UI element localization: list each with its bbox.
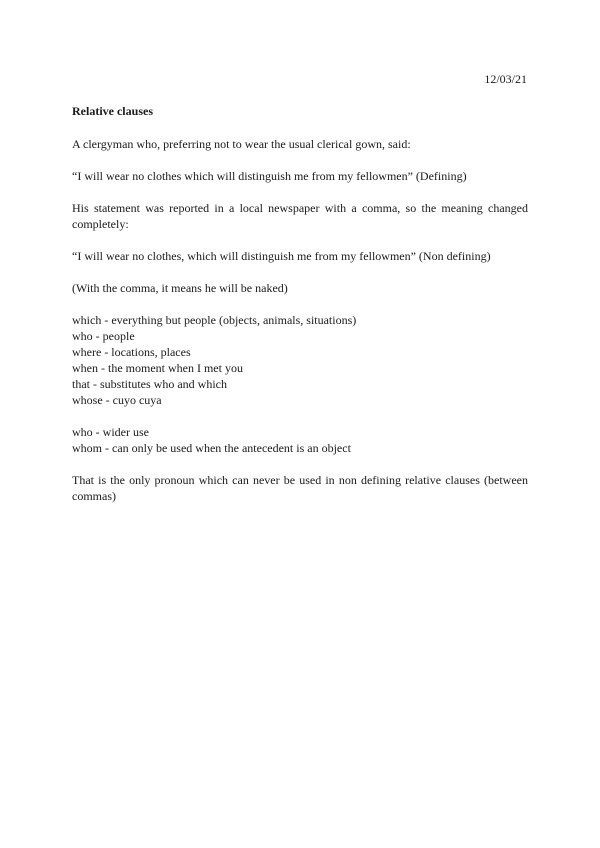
- document-body: [72, 104, 528, 520]
- list-item: where - locations, places: [72, 345, 191, 359]
- comma-note: (With the comma, it means he will be naked): [72, 281, 288, 295]
- who-whom-list: [72, 424, 528, 456]
- pronoun-list: [72, 312, 528, 408]
- list-item: whom - can only be used when the antecedent is an object: [72, 441, 351, 455]
- defining-quote: “I will wear no clothes which will distinguish me from my fellowmen” (Defining): [72, 169, 467, 183]
- list-item: whose - cuyo cuya: [72, 393, 162, 407]
- document-date: 12/03/21: [484, 72, 527, 86]
- list-item: who - wider use: [72, 425, 149, 439]
- list-item: when - the moment when I met you: [72, 361, 243, 375]
- that-note-paragraph: That is the only pronoun which can never be used in non defining relative clauses (between commas): [72, 473, 528, 503]
- intro-paragraph: A clergyman who, preferring not to wear the usual clerical gown, said:: [72, 137, 411, 151]
- report-paragraph: His statement was reported in a local newspaper with a comma, so the meaning changed completely:: [72, 201, 528, 231]
- document-title: Relative clauses: [72, 104, 153, 118]
- non-defining-quote: “I will wear no clothes, which will distinguish me from my fellowmen” (Non defining): [72, 249, 491, 263]
- list-item: that - substitutes who and which: [72, 377, 227, 391]
- list-item: who - people: [72, 329, 135, 343]
- list-item: which - everything but people (objects, animals, situations): [72, 313, 357, 327]
